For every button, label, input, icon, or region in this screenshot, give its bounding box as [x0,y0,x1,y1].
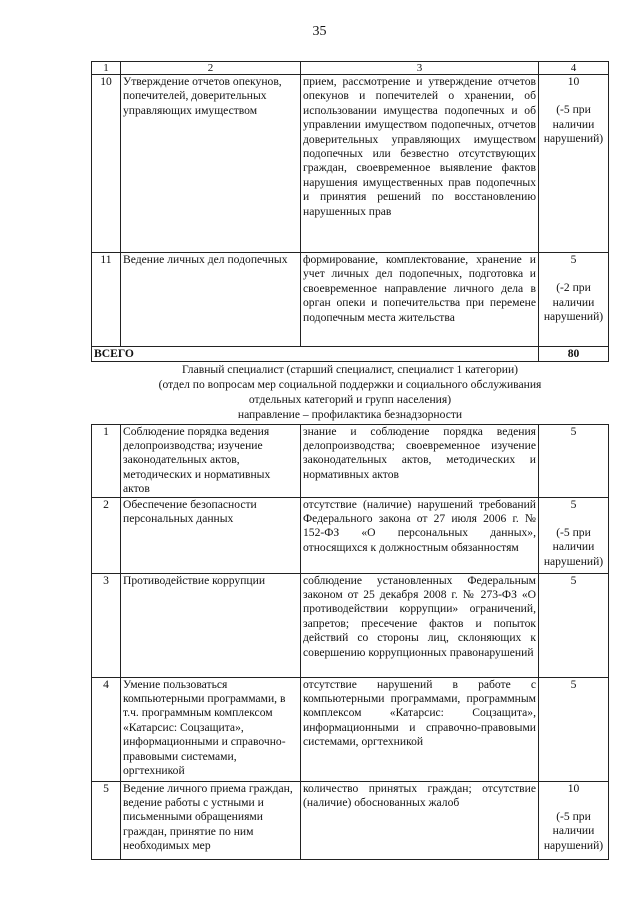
row-description: формирование, комплектование, хранение и учет личных дел подопечных, подготовка и своевременное направление личного дела в орган опеки и попечительства при перемене подопечным места жительства [301,253,539,347]
criteria-table [91,61,609,860]
section-heading-row [92,362,609,424]
row-points: 5 [570,424,577,438]
row-points-cell [539,424,609,497]
row-points: 5 [570,497,577,511]
row-criterion: Утверждение отчетов опекунов, попечителей, доверительных управляющих имуществом [121,75,301,253]
total-label: ВСЕГО [92,347,539,362]
table-row [92,253,609,347]
row-penalty-note: (-5 при наличии нарушений) [543,526,604,568]
row-points: 5 [570,573,577,587]
row-points-cell [539,75,609,253]
section-direction: направление – профилактика безнадзорности [237,407,463,421]
row-number: 2 [92,497,121,573]
total-value: 80 [539,347,609,362]
table-row [92,497,609,573]
row-points: 5 [570,677,577,691]
row-number: 3 [92,573,121,677]
section-subtitle: отдельных категорий и групп населения) [248,393,452,406]
row-points: 10 [567,75,580,88]
table-header-row [92,62,609,75]
header-col-2: 2 [121,62,301,75]
table-row [92,677,609,781]
row-description: прием, рассмотрение и утверждение отчетов опекунов и попечителей о хранении, об использовании имущества подопечных и об управлении имуществом подопечных, отчетов доверительных управляющих имуществом подопечных или безвестно отсутствующих граждан, своевременное выявление фактов нарушения имущественных прав подопечных и принятия решений по восстановлению нарушенных прав [301,75,539,253]
row-number: 11 [92,253,121,347]
row-criterion: Ведение личного приема граждан, ведение работы с устными и письменными обращениями граждан, принятие по ним необходимых мер [121,781,301,859]
header-col-1: 1 [92,62,121,75]
row-criterion: Обеспечение безопасности персональных данных [121,497,301,573]
row-description: знание и соблюдение порядка ведения делопроизводства; своевременное изучение законодательных актов, методических и нормативных актов [301,424,539,497]
table-row [92,781,609,859]
row-penalty-note: (-5 при наличии нарушений) [543,810,604,852]
section-heading [92,362,609,424]
row-points-cell [539,677,609,781]
row-description: количество принятых граждан; отсутствие (наличие) обоснованных жалоб [301,781,539,859]
page-number: 35 [312,24,327,39]
table-row [92,75,609,253]
total-row [92,347,609,362]
header-col-4: 4 [539,62,609,75]
section-subtitle: (отдел по вопросам мер социальной поддержки и социального обслуживания [158,378,542,392]
row-number: 10 [92,75,121,253]
row-number: 4 [92,677,121,781]
row-points-cell [539,497,609,573]
row-number: 5 [92,781,121,859]
row-criterion: Соблюдение порядка ведения делопроизводства; изучение законодательных актов, методических и нормативных актов [121,424,301,497]
row-description: отсутствие нарушений в работе с компьютерными программами, программным комплексом «Катарсис: Соцзащита», информационными и справочно-правовыми системами, оргтехникой [301,677,539,781]
row-points-cell [539,253,609,347]
row-points-cell [539,573,609,677]
row-penalty-note: (-5 при наличии нарушений) [543,103,604,146]
row-criterion: Умение пользоваться компьютерными программами, в т.ч. программным комплексом «Катарсис: Соцзащита», информационными и справочно-правовыми системами, оргтехникой [121,677,301,781]
row-number: 1 [92,424,121,497]
table-row [92,424,609,497]
row-points: 10 [567,781,580,795]
section-title: Главный специалист (старший специалист, специалист 1 категории) [181,363,519,377]
header-col-3: 3 [301,62,539,75]
row-points-cell [539,781,609,859]
table-row [92,573,609,677]
row-criterion: Противодействие коррупции [121,573,301,677]
row-criterion: Ведение личных дел подопечных [121,253,301,347]
row-description: отсутствие (наличие) нарушений требований Федерального закона от 27 июля 2006 г. № 152-ФЗ «О персональных данных», относящихся к должностным обязанностям [301,497,539,573]
row-description: соблюдение установленных Федеральным законом от 25 декабря 2008 г. № 273-ФЗ «О противодействии коррупции» ограничений, запретов; пресечение фактов и попыток действий со стороны лиц, склоняющих к совершению коррупционных правонарушений [301,573,539,677]
row-penalty-note: (-2 при наличии нарушений) [543,281,604,324]
row-points: 5 [570,253,577,266]
